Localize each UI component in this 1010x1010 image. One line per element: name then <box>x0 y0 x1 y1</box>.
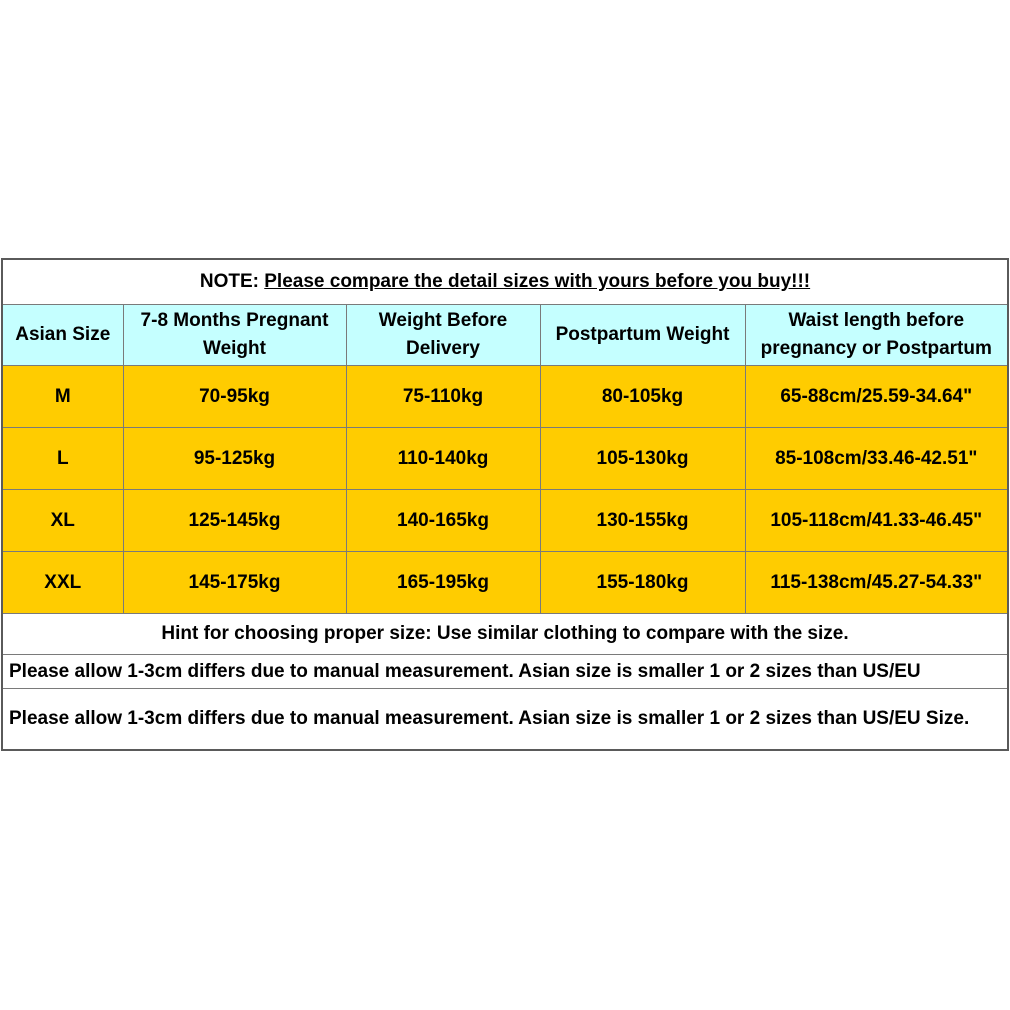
table-cell: 155-180kg <box>540 552 745 614</box>
table-cell: 85-108cm/33.46-42.51" <box>745 428 1008 490</box>
table-cell: 80-105kg <box>540 366 745 428</box>
column-header: Waist length before pregnancy or Postpartum <box>745 305 1008 366</box>
note-prefix: NOTE: <box>199 271 259 292</box>
note-row <box>2 259 1008 305</box>
column-header: Asian Size <box>2 305 123 366</box>
allowance-row <box>2 689 1008 751</box>
table-cell: M <box>2 366 123 428</box>
table-row <box>2 428 1008 490</box>
table-cell: 105-118cm/41.33-46.45" <box>745 490 1008 552</box>
table-cell: L <box>2 428 123 490</box>
column-header: 7-8 Months Pregnant Weight <box>123 305 346 366</box>
note-cell <box>2 259 1008 305</box>
table-row <box>2 490 1008 552</box>
allowance-text: Please allow 1-3cm differs due to manual measurement. Asian size is smaller 1 or 2 sizes than US/EU Size. <box>2 689 1008 751</box>
table-cell: 95-125kg <box>123 428 346 490</box>
table-cell: 75-110kg <box>346 366 540 428</box>
size-chart-table <box>1 258 1009 751</box>
table-row <box>2 366 1008 428</box>
table-cell: 140-165kg <box>346 490 540 552</box>
hint-text: Hint for choosing proper size: Use similar clothing to compare with the size. <box>2 614 1008 655</box>
table-cell: XXL <box>2 552 123 614</box>
header-row <box>2 305 1008 366</box>
table-row <box>2 552 1008 614</box>
table-cell: 110-140kg <box>346 428 540 490</box>
note-text: Please compare the detail sizes with yours before you buy!!! <box>264 271 811 292</box>
table-cell: 165-195kg <box>346 552 540 614</box>
table-cell: 65-88cm/25.59-34.64" <box>745 366 1008 428</box>
table-cell: 145-175kg <box>123 552 346 614</box>
table-cell: 125-145kg <box>123 490 346 552</box>
column-header: Weight Before Delivery <box>346 305 540 366</box>
table-cell: XL <box>2 490 123 552</box>
table-cell: 105-130kg <box>540 428 745 490</box>
table-cell: 70-95kg <box>123 366 346 428</box>
table-cell: 130-155kg <box>540 490 745 552</box>
hint-row <box>2 614 1008 655</box>
column-header: Postpartum Weight <box>540 305 745 366</box>
allowance-row <box>2 655 1008 689</box>
table-cell: 115-138cm/45.27-54.33" <box>745 552 1008 614</box>
allowance-text: Please allow 1-3cm differs due to manual measurement. Asian size is smaller 1 or 2 sizes than US/EU <box>2 655 1008 689</box>
